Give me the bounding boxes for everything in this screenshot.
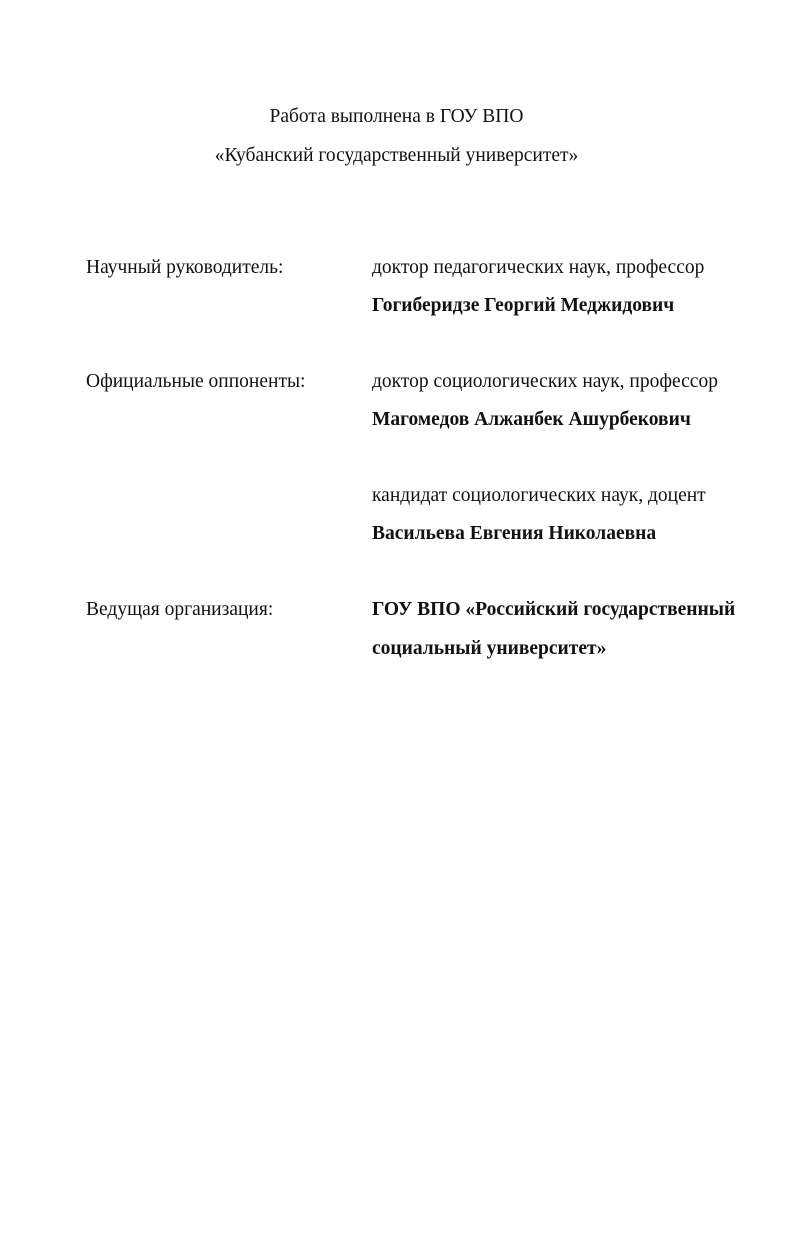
opponent-2-name: Васильева Евгения Николаевна bbox=[372, 523, 657, 544]
supervisor-name: Гогиберидзе Георгий Меджидович bbox=[372, 295, 675, 316]
opponent-1-name: Магомедов Алжанбек Ашурбекович bbox=[372, 409, 691, 430]
supervisor-degree: доктор педагогических наук, профессор bbox=[372, 257, 705, 278]
leading-org-line-2: социальный университет» bbox=[372, 638, 607, 659]
opponent-1-degree: доктор социологических наук, профессор bbox=[372, 371, 718, 392]
header-line-2: «Кубанский государственный университет» bbox=[214, 145, 579, 166]
leading-org-line-1: ГОУ ВПО «Российский государственный bbox=[372, 599, 736, 620]
supervisor-label: Научный руководитель: bbox=[86, 257, 284, 278]
header-line-1: Работа выполнена в ГОУ ВПО bbox=[269, 106, 524, 127]
leading-org-label: Ведущая организация: bbox=[86, 599, 274, 620]
opponents-label: Официальные оппоненты: bbox=[86, 371, 306, 392]
opponent-2-degree: кандидат социологических наук, доцент bbox=[372, 485, 706, 506]
